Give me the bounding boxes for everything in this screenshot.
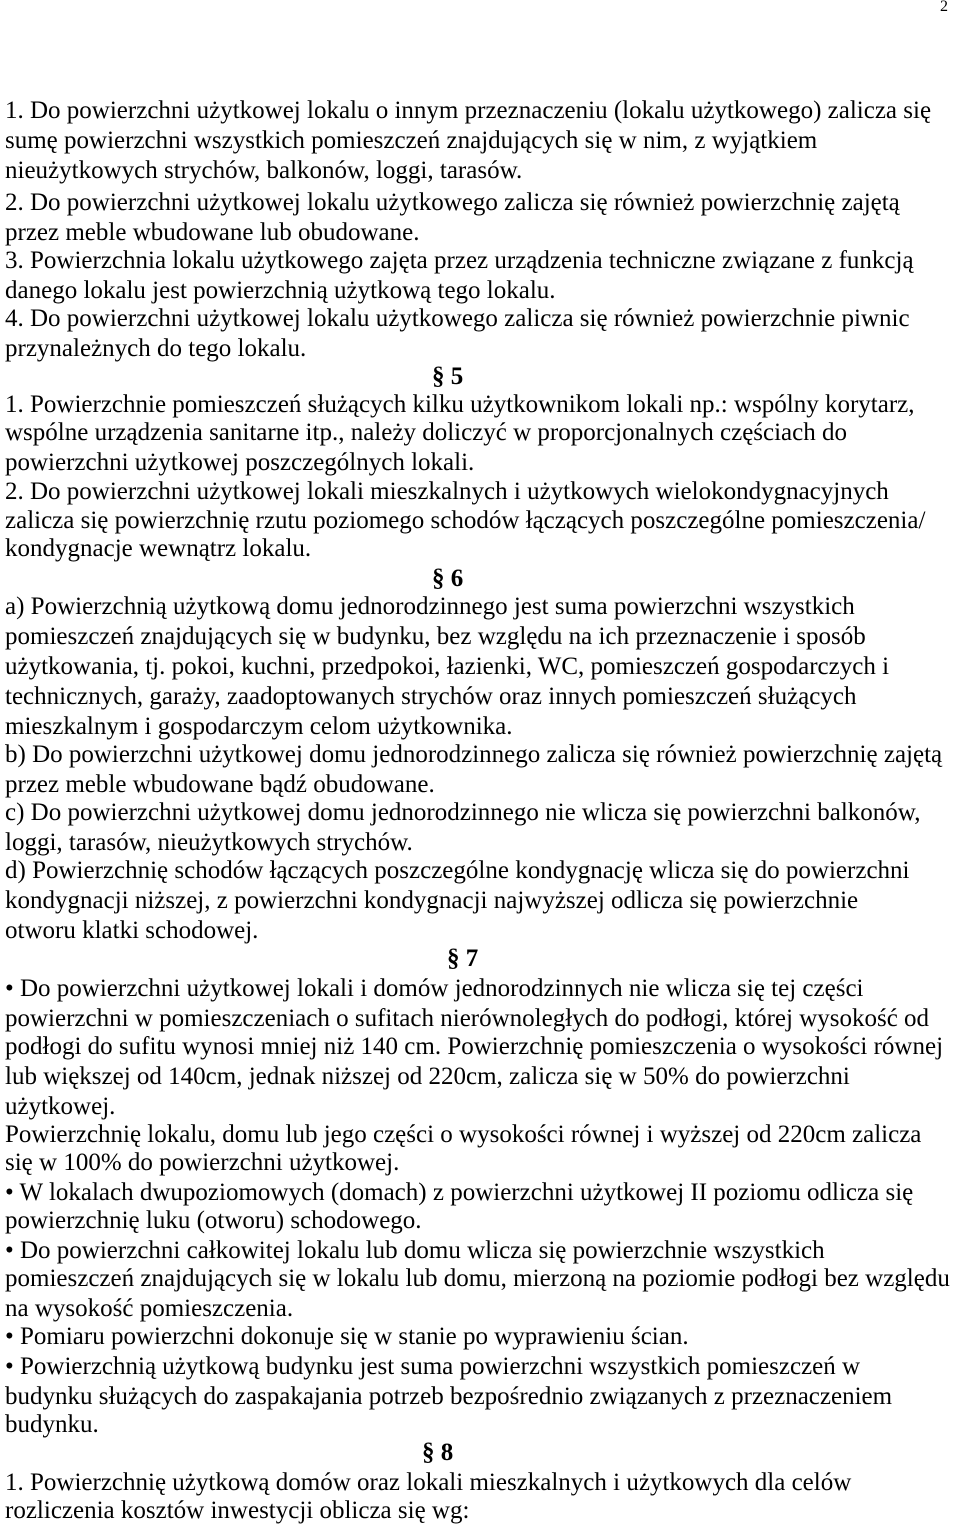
paragraph-line: nieużytkowych strychów, balkonów, loggi, tarasów. (5, 157, 523, 184)
paragraph-line: 2. Do powierzchni użytkowej lokalu użytkowego zalicza się również powierzchnię zajętą (5, 189, 900, 216)
paragraph-line: b) Do powierzchni użytkowej domu jednorodzinnego zalicza się również powierzchnię zajętą (5, 741, 943, 768)
paragraph-line: d) Powierzchnię schodów łączących poszczególne kondygnację wlicza się do powierzchni (5, 857, 910, 884)
paragraph-line: 1. Powierzchnie pomieszczeń służących kilku użytkownikom lokali np.: wspólny korytarz, (5, 391, 915, 418)
paragraph-line: sumę powierzchni wszystkich pomieszczeń znajdujących się w nim, z wyjątkiem (5, 127, 818, 154)
paragraph-line: c) Do powierzchni użytkowej domu jednorodzinnego nie wlicza się powierzchni balkonów, (5, 799, 921, 826)
section-heading (447, 944, 478, 973)
section-number: 8 (440, 1439, 454, 1466)
paragraph-line: na wysokość pomieszczenia. (5, 1295, 294, 1322)
section-heading (432, 362, 463, 391)
paragraph-line: 4. Do powierzchni użytkowej lokalu użytkowego zalicza się również powierzchnie piwnic (5, 305, 910, 332)
paragraph-line: powierzchni użytkowej poszczególnych lokali. (5, 449, 475, 476)
section-symbol: § (422, 1439, 435, 1466)
paragraph-line: wspólne urządzenia sanitarne itp., należy doliczyć w proporcjonalnych częściach do (5, 419, 848, 446)
paragraph-line: 1. Do powierzchni użytkowej lokalu o innym przeznaczeniu (lokalu użytkowego) zalicza się (5, 97, 932, 124)
paragraph-line: kondygnacje wewnątrz lokalu. (5, 535, 312, 562)
paragraph-line: • Do powierzchni użytkowej lokali i domów jednorodzinnych nie wlicza się tej części (5, 975, 864, 1002)
paragraph-line: • Pomiaru powierzchni dokonuje się w stanie po wyprawieniu ścian. (5, 1323, 689, 1350)
paragraph-line: technicznych, garaży, zaadoptowanych strychów oraz innych pomieszczeń służących (5, 683, 857, 710)
section-heading (422, 1438, 453, 1467)
paragraph-line: danego lokalu jest powierzchnią użytkową tego lokalu. (5, 277, 556, 304)
page-number: 2 (940, 0, 948, 15)
paragraph-line: otworu klatki schodowej. (5, 917, 259, 944)
paragraph-line: 2. Do powierzchni użytkowej lokali mieszkalnych i użytkowych wielokondygnacyjnych (5, 478, 889, 505)
paragraph-line: budynku służących do zaspakajania potrzeb bezpośrednio związanych z przeznaczeniem (5, 1383, 893, 1410)
paragraph-line: mieszkalnym i gospodarczym celom użytkownika. (5, 713, 513, 740)
paragraph-line: przynależnych do tego lokalu. (5, 335, 307, 362)
section-symbol: § (432, 565, 445, 592)
paragraph-line: kondygnacji niższej, z powierzchni kondygnacji najwyższej odlicza się powierzchnie (5, 887, 859, 914)
paragraph-line: pomieszczeń znajdujących się w lokalu lub domu, mierzoną na poziomie podłogi bez względu (5, 1265, 950, 1292)
section-number: 5 (450, 363, 464, 390)
paragraph-line: Powierzchnię lokalu, domu lub jego części o wysokości równej i wyższej od 220cm zalicza (5, 1121, 922, 1148)
paragraph-line: użytkowania, tj. pokoi, kuchni, przedpokoi, łazienki, WC, pomieszczeń gospodarczych i (5, 653, 890, 680)
paragraph-line: 3. Powierzchnia lokalu użytkowego zajęta przez urządzenia techniczne związane z funkcją (5, 247, 914, 274)
paragraph-line: się w 100% do powierzchni użytkowej. (5, 1149, 400, 1176)
section-number: 6 (450, 565, 464, 592)
section-symbol: § (447, 945, 460, 972)
section-number: 7 (465, 945, 479, 972)
paragraph-line: • Powierzchnią użytkową budynku jest suma powierzchni wszystkich pomieszczeń w (5, 1353, 861, 1380)
section-symbol: § (432, 363, 445, 390)
section-heading (432, 564, 463, 593)
paragraph-line: zalicza się powierzchnię rzutu poziomego schodów łączących poszczególne pomieszczenia/ (5, 507, 926, 534)
paragraph-line: a) Powierzchnią użytkową domu jednorodzinnego jest suma powierzchni wszystkich (5, 593, 855, 620)
paragraph-line: przez meble wbudowane bądź obudowane. (5, 771, 435, 798)
paragraph-line: powierzchnię luku (otworu) schodowego. (5, 1207, 422, 1234)
paragraph-line: loggi, tarasów, nieużytkowych strychów. (5, 829, 413, 856)
paragraph-line: • Do powierzchni całkowitej lokalu lub domu wlicza się powierzchnie wszystkich (5, 1237, 825, 1264)
paragraph-line: użytkowej. (5, 1093, 116, 1120)
paragraph-line: podłogi do sufitu wynosi mniej niż 140 cm. Powierzchnię pomieszczenia o wysokości równej (5, 1033, 944, 1060)
paragraph-line: lub większej od 140cm, jednak niższej od 220cm, zalicza się w 50% do powierzchni (5, 1063, 850, 1090)
paragraph-line: 1. Powierzchnię użytkową domów oraz lokali mieszkalnych i użytkowych dla celów (5, 1469, 852, 1496)
paragraph-line: pomieszczeń znajdujących się w budynku, bez względu na ich przeznaczenie i sposób (5, 623, 866, 650)
paragraph-line: przez meble wbudowane lub obudowane. (5, 219, 420, 246)
paragraph-line: rozliczenia kosztów inwestycji oblicza się wg: (5, 1497, 470, 1524)
paragraph-line: budynku. (5, 1411, 99, 1438)
paragraph-line: • W lokalach dwupoziomowych (domach) z powierzchni użytkowej II poziomu odlicza się (5, 1179, 914, 1206)
paragraph-line: powierzchni w pomieszczeniach o sufitach nierównoległych do podłogi, której wysokość od (5, 1005, 930, 1032)
